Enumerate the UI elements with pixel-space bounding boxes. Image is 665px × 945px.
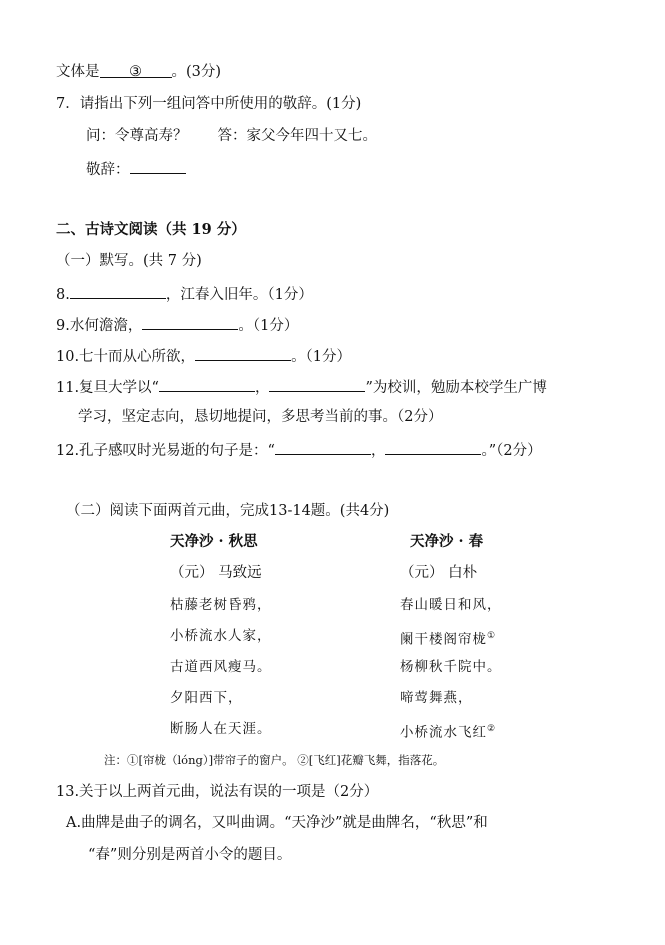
note-mark-1: ① (487, 631, 497, 641)
part2-title: （二）阅读下面两首元曲，完成13-14题。(共4分) (66, 503, 390, 519)
q11-blank-1[interactable] (159, 376, 255, 392)
blank-3[interactable]: ③ (100, 62, 172, 78)
poem1-line: 枯藤老树昏鸦， (170, 597, 272, 613)
top-line (56, 62, 221, 82)
q13-question: 13.关于以上两首元曲，说法有误的一项是（2分） (56, 784, 379, 800)
q12-suffix: 。”（2分） (481, 443, 542, 459)
note-mark-2: ② (487, 724, 497, 734)
q9-blank[interactable] (142, 314, 238, 330)
poem1-title: 天净沙 · 秋思 (170, 533, 258, 550)
q7-dialog-question: 问：令尊高寿？ (86, 128, 188, 144)
q12-comma: ， (370, 443, 386, 459)
poem2-line-text: 阑干楼阁帘栊 (400, 631, 487, 648)
poem1-line: 小桥流水人家， (170, 628, 272, 644)
q11 (56, 376, 547, 398)
q8-prefix: 8. (56, 287, 70, 303)
q11-line2: 学习，坚定志向，恳切地提问，多思考当前的事。（2分） (78, 409, 443, 425)
q10 (56, 345, 351, 367)
poem1-line: 古道西风瘦马。 (170, 659, 272, 675)
poem2-line: 啼莺舞燕， (400, 690, 473, 706)
q8-suffix: ，江春入旧年。（1分） (165, 287, 313, 303)
q12-blank-1[interactable] (275, 439, 371, 455)
q12-prefix: 12.孔子感叹时光易逝的句子是：“ (56, 443, 275, 459)
q7-answer-label: 敬辞： (86, 162, 130, 178)
q8 (56, 283, 313, 305)
q10-blank[interactable] (195, 345, 291, 361)
q7-question: 7．请指出下列一组问答中所使用的敬辞。(1分) (56, 96, 362, 112)
poem2-author: （元） 白朴 (400, 565, 478, 581)
q12 (56, 439, 542, 461)
q7-dialog-answer: 答：家父今年四十又七。 (217, 128, 377, 144)
q9-prefix: 9.水何澹澹， (56, 318, 143, 334)
q13-option-a-line1: A.曲牌是曲子的调名，又叫曲调。“天净沙”就是曲牌名，“秋思”和 (66, 815, 488, 831)
poem2-line: 春山暖日和风， (400, 597, 502, 613)
part1-title: （一）默写。(共 7 分) (56, 253, 202, 269)
q12-blank-2[interactable] (385, 439, 481, 455)
poem2-title: 天净沙 · 春 (410, 533, 484, 550)
q11-blank-2[interactable] (269, 376, 365, 392)
q13-option-a-line2: “春”则分别是两首小令的题目。 (88, 847, 292, 863)
q7-answer-blank[interactable] (130, 158, 186, 174)
poem2-line (400, 626, 496, 650)
poem2-line-text: 小桥流水飞红 (400, 724, 487, 741)
q7-dialog (86, 126, 377, 146)
top-suffix: 。(3分) (171, 64, 222, 80)
top-prefix: 文体是 (56, 64, 100, 80)
section2-title: 二、古诗文阅读（共 19 分） (56, 221, 246, 238)
q7-answer-line (86, 158, 186, 180)
q9-suffix: 。（1分） (238, 318, 299, 334)
q10-prefix: 10.七十而从心所欲， (56, 349, 196, 365)
poem1-line: 夕阳西下， (170, 690, 243, 706)
poem2-line: 杨柳秋千院中。 (400, 659, 502, 675)
poem-note: 注：①[帘栊（lóng）]带帘子的窗户。 ②[飞红]花瓣飞舞，指落花。 (104, 753, 445, 767)
q8-blank[interactable] (70, 283, 166, 299)
poem1-line: 断肠人在天涯。 (170, 721, 272, 737)
poem2-line (400, 719, 496, 743)
q10-suffix: 。（1分） (291, 349, 352, 365)
poem1-author: （元） 马致远 (170, 565, 262, 581)
q11-prefix: 11.复旦大学以“ (56, 380, 159, 396)
q11-suffix: ”为校训，勉励本校学生广博 (365, 380, 547, 396)
q9 (56, 314, 298, 336)
q11-comma: ， (254, 380, 270, 396)
